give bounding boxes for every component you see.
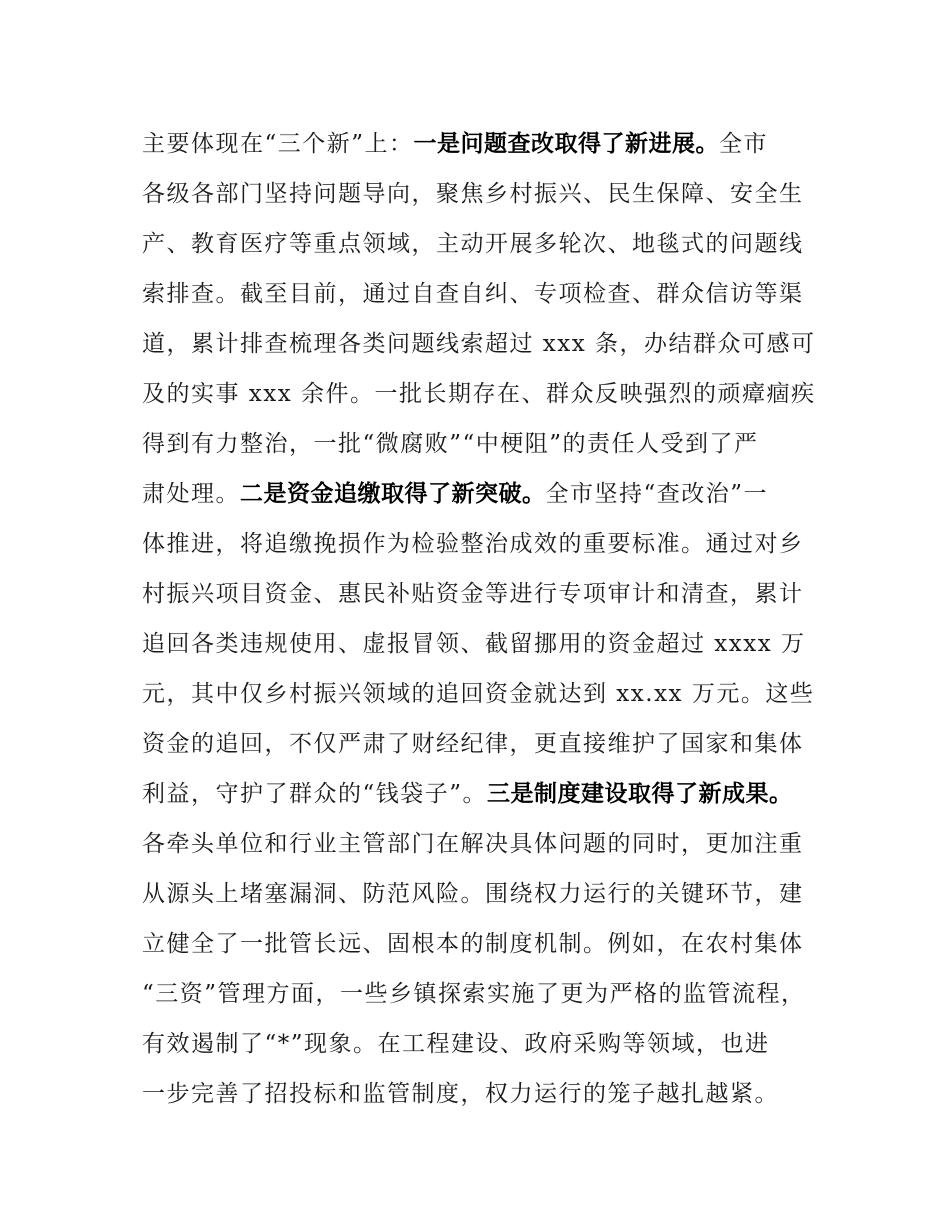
body-text: 一步完善了招投标和监管制度，权力运行的笼子越扎越紧。	[142, 1081, 779, 1107]
body-text: 索排查。截至目前，通过自查自纠、专项检查、群众信访等渠	[142, 281, 804, 307]
body-text: 利益，守护了群众的“钱袋子”。	[142, 781, 488, 807]
body-text: 得到有力整治，一批“微腐败”“中梗阻”的责任人受到了严	[142, 431, 759, 457]
body-text: 村振兴项目资金、惠民补贴资金等进行专项审计和清查，累计	[142, 581, 804, 607]
text-line	[142, 119, 832, 169]
body-text: 从源头上堵塞漏洞、防范风险。围绕权力运行的关键环节，建	[142, 881, 804, 907]
text-line	[142, 519, 832, 569]
body-text: “三资”管理方面，一些乡镇探索实施了更为严格的监管流程，	[142, 981, 806, 1007]
body-text: 体推进，将追缴挽损作为检验整治成效的重要标准。通过对乡	[142, 531, 804, 557]
body-text: 肃处理。	[142, 481, 240, 507]
body-text: 产、教育医疗等重点领域，主动开展多轮次、地毯式的问题线	[142, 231, 804, 257]
text-line	[142, 219, 832, 269]
bold-heading-text: 三是制度建设取得了新成果。	[487, 781, 793, 807]
body-text: 资金的追回，不仅严肃了财经纪律，更直接维护了国家和集体	[142, 731, 804, 757]
text-line	[142, 819, 832, 869]
text-line	[142, 1069, 832, 1119]
text-line	[142, 419, 832, 469]
body-text: 各牵头单位和行业主管部门在解决具体问题的同时，更加注重	[142, 831, 804, 857]
text-line	[142, 719, 832, 769]
text-line	[142, 269, 832, 319]
text-line	[142, 569, 832, 619]
body-text: 追回各类违规使用、虚报冒领、截留挪用的资金超过 xxxx 万	[142, 631, 806, 657]
bold-heading-text: 二是资金追缴取得了新突破。	[240, 481, 546, 507]
body-text: 立健全了一批管长远、固根本的制度机制。例如，在农村集体	[142, 931, 804, 957]
text-line	[142, 769, 832, 819]
bold-heading-text: 一是问题查改取得了新进展。	[413, 131, 720, 157]
text-line	[142, 869, 832, 919]
body-text: 全市	[719, 131, 769, 157]
text-line	[142, 919, 832, 969]
body-paragraph	[142, 119, 832, 1119]
body-text: 道，累计排查梳理各类问题线索超过 xxx 条，办结群众可感可	[142, 331, 816, 357]
text-line	[142, 319, 832, 369]
text-line	[142, 669, 832, 719]
text-line	[142, 1019, 832, 1069]
text-line	[142, 169, 832, 219]
body-text: 有效遏制了“*”现象。在工程建设、政府采购等领域，也进	[142, 1031, 770, 1057]
text-line	[142, 369, 832, 419]
body-text: 全市坚持“查改治”一	[545, 481, 769, 507]
text-line	[142, 969, 832, 1019]
body-text: 及的实事 xxx 余件。一批长期存在、群众反映强烈的顽瘴痼疾	[142, 381, 816, 407]
body-text: 元，其中仅乡村振兴领域的追回资金就达到 xx.xx 万元。这些	[142, 681, 815, 707]
body-text: 各级各部门坚持问题导向，聚焦乡村振兴、民生保障、安全生	[142, 181, 804, 207]
text-line	[142, 619, 832, 669]
body-text: 主要体现在“三个新”上：	[142, 131, 414, 157]
text-line	[142, 469, 832, 519]
